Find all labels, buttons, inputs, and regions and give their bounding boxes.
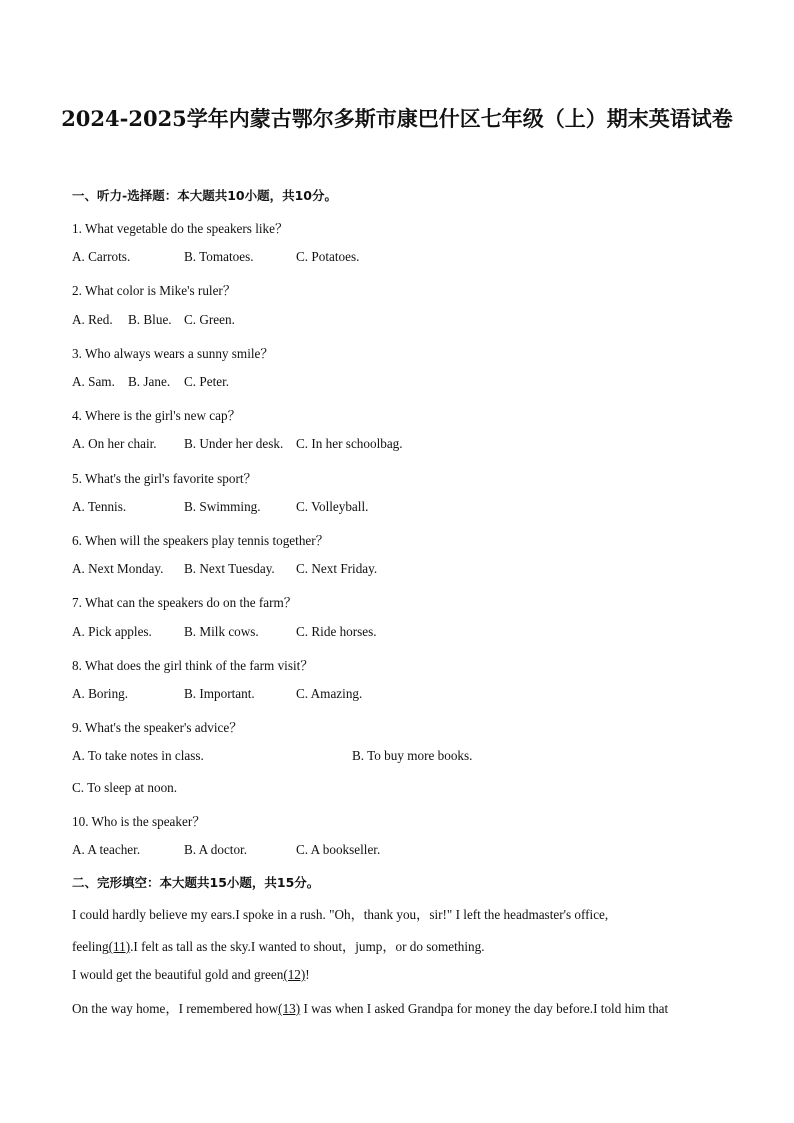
passage-line [72, 936, 485, 955]
passage-text: ! [305, 967, 310, 982]
option-a: A. Sam. [72, 374, 115, 389]
option-a: A. Next Monday. [72, 561, 164, 576]
passage-line: I could hardly believe my ears.I spoke in a rush. "Oh，thank you，sir!" I left the headmaster's office, [72, 907, 609, 922]
section-heading-listening: 一、听力-选择题：本大题共10小题，共10分。 [72, 188, 337, 203]
options-6 [72, 561, 732, 579]
options-2 [72, 312, 732, 330]
passage-text: On the way home，I remembered how [72, 1001, 279, 1016]
passage-text: .I felt as tall as the sky.I wanted to shout，jump，or do something. [130, 939, 485, 954]
option-b: B. Milk cows. [184, 624, 259, 639]
question-10: 10. Who is the speaker？ [72, 814, 206, 829]
option-c: C. Potatoes. [296, 249, 360, 264]
options-8 [72, 686, 732, 704]
passage-text: I would get the beautiful gold and green [72, 967, 284, 982]
option-b: B. To buy more books. [352, 748, 473, 763]
question-8: 8. What does the girl think of the farm visit？ [72, 658, 314, 673]
options-10 [72, 842, 732, 860]
option-a: A. A teacher. [72, 842, 141, 857]
question-1: 1. What vegetable do the speakers like？ [72, 221, 289, 236]
passage-line [72, 998, 668, 1017]
blank-13: (13) [278, 1001, 301, 1016]
question-6: 6. When will the speakers play tennis together？ [72, 533, 329, 548]
option-c: C. In her schoolbag. [296, 436, 403, 451]
option-a: A. To take notes in class. [72, 748, 204, 763]
option-c: C. Next Friday. [296, 561, 378, 576]
option-b: B. Important. [184, 686, 255, 701]
option-b: B. A doctor. [184, 842, 248, 857]
option-c: C. Ride horses. [296, 624, 377, 639]
option-b: B. Blue. [128, 312, 172, 327]
question-5: 5. What's the girl's favorite sport？ [72, 471, 257, 486]
option-c: C. Amazing. [296, 686, 363, 701]
option-b: B. Next Tuesday. [184, 561, 275, 576]
page-title: 2024-2025学年内蒙古鄂尔多斯市康巴什区七年级（上）期末英语试卷 [61, 106, 733, 131]
option-c: C. A bookseller. [296, 842, 381, 857]
question-3: 3. Who always wears a sunny smile？ [72, 346, 274, 361]
options-4 [72, 436, 732, 454]
option-b: B. Tomatoes. [184, 249, 254, 264]
options-7 [72, 624, 732, 642]
options-5 [72, 499, 732, 517]
option-c: C. Green. [184, 312, 235, 327]
options-3 [72, 374, 732, 392]
option-c: C. To sleep at noon. [72, 780, 178, 795]
option-b: B. Jane. [128, 374, 171, 389]
option-a: A. Pick apples. [72, 624, 152, 639]
option-b: B. Under her desk. [184, 436, 284, 451]
question-7: 7. What can the speakers do on the farm？ [72, 595, 297, 610]
options-1 [72, 249, 732, 267]
blank-11: (11) [108, 939, 131, 954]
option-a: A. Red. [72, 312, 113, 327]
question-4: 4. Where is the girl's new cap？ [72, 408, 241, 423]
blank-12: (12) [283, 967, 306, 982]
option-c: C. Volleyball. [296, 499, 369, 514]
option-a: A. On her chair. [72, 436, 157, 451]
option-a: A. Tennis. [72, 499, 127, 514]
option-a: A. Carrots. [72, 249, 131, 264]
question-9: 9. What's the speaker's advice？ [72, 720, 243, 735]
option-b: B. Swimming. [184, 499, 261, 514]
section-heading-cloze: 二、完形填空：本大题共15小题，共15分。 [72, 875, 320, 890]
options-9 [72, 748, 732, 766]
option-a: A. Boring. [72, 686, 129, 701]
passage-text: I was when I asked Grandpa for money the day before.I told him that [300, 1001, 669, 1016]
question-2: 2. What color is Mike's ruler？ [72, 283, 237, 298]
passage-line [72, 967, 310, 983]
option-c: C. Peter. [184, 374, 230, 389]
passage-text: feeling [72, 939, 109, 954]
